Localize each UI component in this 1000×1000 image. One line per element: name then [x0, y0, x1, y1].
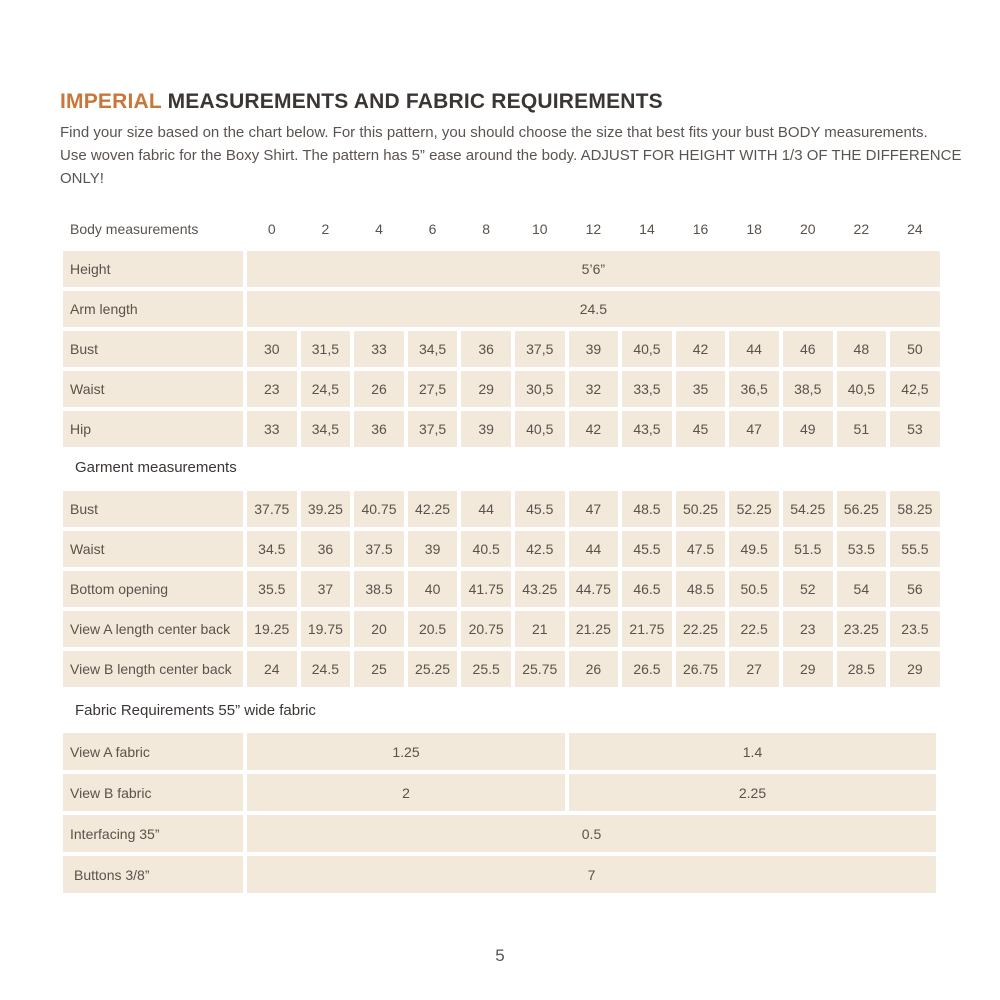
table-cell: 47 [569, 491, 619, 527]
table-cell: 46.5 [622, 571, 672, 607]
table-cell: 44 [569, 531, 619, 567]
table-cell: 29 [890, 651, 940, 687]
page-title [60, 90, 663, 114]
row-label: Bottom opening [63, 571, 243, 607]
row-label: Height [63, 251, 243, 287]
size-header: 8 [482, 221, 491, 237]
table-cell: 39 [569, 331, 619, 367]
table-cell: 36 [301, 531, 351, 567]
table-cell: 45.5 [515, 491, 565, 527]
intro-line: Use woven fabric for the Boxy Shirt. The pattern has 5” ease around the body. ADJUST FOR HEIGHT WITH 1/3 OF THE DIFFERENCE [60, 147, 962, 164]
table-cell: 45.5 [622, 531, 672, 567]
table-cell: 51 [837, 411, 887, 447]
table-cell: 39 [461, 411, 511, 447]
table-cell: 33,5 [622, 371, 672, 407]
fabric-value: 7 [247, 856, 936, 893]
table-cell: 40.5 [461, 531, 511, 567]
intro-line: Find your size based on the chart below. For this pattern, you should choose the size that best fits your bust BODY measurements. [60, 124, 928, 141]
table-cell: 25.25 [408, 651, 458, 687]
table-cell: 47.5 [676, 531, 726, 567]
table-cell: 22.5 [729, 611, 779, 647]
table-cell: 48.5 [622, 491, 672, 527]
arm-length-value: 24.5 [247, 291, 940, 327]
table-cell: 38.5 [354, 571, 404, 607]
table-cell: 23 [783, 611, 833, 647]
size-header: 24 [907, 221, 923, 237]
size-header: 12 [585, 221, 602, 237]
table-cell: 49.5 [729, 531, 779, 567]
table-cell: 50.25 [676, 491, 726, 527]
table-cell: 45 [676, 411, 726, 447]
table-cell: 37,5 [515, 331, 565, 367]
table-cell: 25.75 [515, 651, 565, 687]
table-cell: 40,5 [515, 411, 565, 447]
table-cell: 43,5 [622, 411, 672, 447]
table-cell: 44.75 [569, 571, 619, 607]
table-cell: 35 [676, 371, 726, 407]
table-cell: 23.5 [890, 611, 940, 647]
table-cell: 25 [354, 651, 404, 687]
table-cell: 30 [247, 331, 297, 367]
table-cell: 33 [247, 411, 297, 447]
table-cell: 27 [729, 651, 779, 687]
table-cell: 42 [676, 331, 726, 367]
table-cell: 50.5 [729, 571, 779, 607]
table-cell: 40 [408, 571, 458, 607]
table-cell: 30,5 [515, 371, 565, 407]
table-cell: 28.5 [837, 651, 887, 687]
table-cell: 31,5 [301, 331, 351, 367]
table-cell: 42.5 [515, 531, 565, 567]
table-cell: 26 [569, 651, 619, 687]
fabric-value: 2 [247, 774, 565, 811]
table-cell: 39.25 [301, 491, 351, 527]
row-label: View A length center back [63, 611, 243, 647]
body-measurements-table [63, 211, 936, 447]
size-header: 6 [428, 221, 437, 237]
table-cell: 32 [569, 371, 619, 407]
table-cell: 52 [783, 571, 833, 607]
table-cell: 56 [890, 571, 940, 607]
table-cell: 52.25 [729, 491, 779, 527]
table-cell: 41.75 [461, 571, 511, 607]
header-label: Body measurements [70, 221, 199, 237]
size-header: 2 [321, 221, 330, 237]
table-cell: 55.5 [890, 531, 940, 567]
table-cell: 48.5 [676, 571, 726, 607]
row-label: Bust [63, 491, 243, 527]
table-cell: 24,5 [301, 371, 351, 407]
row-label: View B length center back [63, 651, 243, 687]
table-cell: 36 [354, 411, 404, 447]
table-cell: 54 [837, 571, 887, 607]
table-cell: 40,5 [622, 331, 672, 367]
table-cell: 46 [783, 331, 833, 367]
table-cell: 19.75 [301, 611, 351, 647]
table-cell: 38,5 [783, 371, 833, 407]
table-cell: 20.75 [461, 611, 511, 647]
fabric-value: 1.4 [569, 733, 936, 770]
title-rest: MEASUREMENTS AND FABRIC REQUIREMENTS [161, 90, 663, 113]
fabric-heading: Fabric Requirements 55” wide fabric [75, 702, 316, 719]
fabric-requirements-table [63, 733, 936, 893]
fabric-label: Buttons 3/8” [63, 856, 243, 893]
table-cell: 26.75 [676, 651, 726, 687]
row-label: Hip [63, 411, 243, 447]
table-cell: 33 [354, 331, 404, 367]
table-cell: 20 [354, 611, 404, 647]
table-cell: 36 [461, 331, 511, 367]
table-cell: 43.25 [515, 571, 565, 607]
fabric-value: 1.25 [247, 733, 565, 770]
title-accent: IMPERIAL [60, 90, 162, 113]
table-cell: 58.25 [890, 491, 940, 527]
fabric-label: View A fabric [63, 733, 243, 770]
table-cell: 19.25 [247, 611, 297, 647]
size-header: 20 [799, 221, 816, 237]
size-header: 10 [531, 221, 548, 237]
table-cell: 44 [729, 331, 779, 367]
size-header: 0 [267, 221, 276, 237]
table-cell: 20.5 [408, 611, 458, 647]
table-cell: 26 [354, 371, 404, 407]
intro-text [60, 121, 962, 190]
row-label: Arm length [63, 291, 243, 327]
table-cell: 21.75 [622, 611, 672, 647]
garment-heading: Garment measurements [75, 459, 237, 476]
table-cell: 37,5 [408, 411, 458, 447]
size-header: 14 [639, 221, 655, 237]
table-cell: 40,5 [837, 371, 887, 407]
table-cell: 42 [569, 411, 619, 447]
size-header: 16 [692, 221, 709, 237]
table-cell: 27,5 [408, 371, 458, 407]
intro-line: ONLY! [60, 170, 104, 187]
row-label: Waist [63, 371, 243, 407]
table-cell: 34.5 [247, 531, 297, 567]
table-cell: 37.5 [354, 531, 404, 567]
fabric-label: View B fabric [63, 774, 243, 811]
table-cell: 48 [837, 331, 887, 367]
table-cell: 22.25 [676, 611, 726, 647]
fabric-value: 2.25 [569, 774, 936, 811]
table-cell: 47 [729, 411, 779, 447]
height-value: 5’6” [247, 251, 940, 287]
table-cell: 36,5 [729, 371, 779, 407]
table-cell: 21.25 [569, 611, 619, 647]
table-cell: 53 [890, 411, 940, 447]
table-cell: 29 [461, 371, 511, 407]
table-cell: 54.25 [783, 491, 833, 527]
table-cell: 42.25 [408, 491, 458, 527]
size-header: 22 [853, 221, 870, 237]
table-cell: 44 [461, 491, 511, 527]
size-header: 18 [746, 221, 762, 237]
page-number: 5 [495, 946, 505, 965]
garment-measurements-table [63, 491, 936, 687]
size-header: 4 [375, 221, 383, 237]
table-cell: 24.5 [301, 651, 351, 687]
table-cell: 34,5 [301, 411, 351, 447]
table-cell: 49 [783, 411, 833, 447]
table-cell: 53.5 [837, 531, 887, 567]
table-cell: 39 [408, 531, 458, 567]
table-cell: 29 [783, 651, 833, 687]
table-cell: 50 [890, 331, 940, 367]
table-cell: 40.75 [354, 491, 404, 527]
table-cell: 56.25 [837, 491, 887, 527]
table-cell: 24 [247, 651, 297, 687]
table-cell: 23.25 [837, 611, 887, 647]
row-label: Waist [63, 531, 243, 567]
table-cell: 21 [515, 611, 565, 647]
row-label: Bust [63, 331, 243, 367]
fabric-value: 0.5 [247, 815, 936, 852]
fabric-label: Interfacing 35” [63, 815, 243, 852]
table-cell: 26.5 [622, 651, 672, 687]
table-cell: 42,5 [890, 371, 940, 407]
table-cell: 51.5 [783, 531, 833, 567]
table-cell: 35.5 [247, 571, 297, 607]
table-cell: 34,5 [408, 331, 458, 367]
table-cell: 37.75 [247, 491, 297, 527]
table-cell: 37 [301, 571, 351, 607]
table-cell: 23 [247, 371, 297, 407]
table-cell: 25.5 [461, 651, 511, 687]
